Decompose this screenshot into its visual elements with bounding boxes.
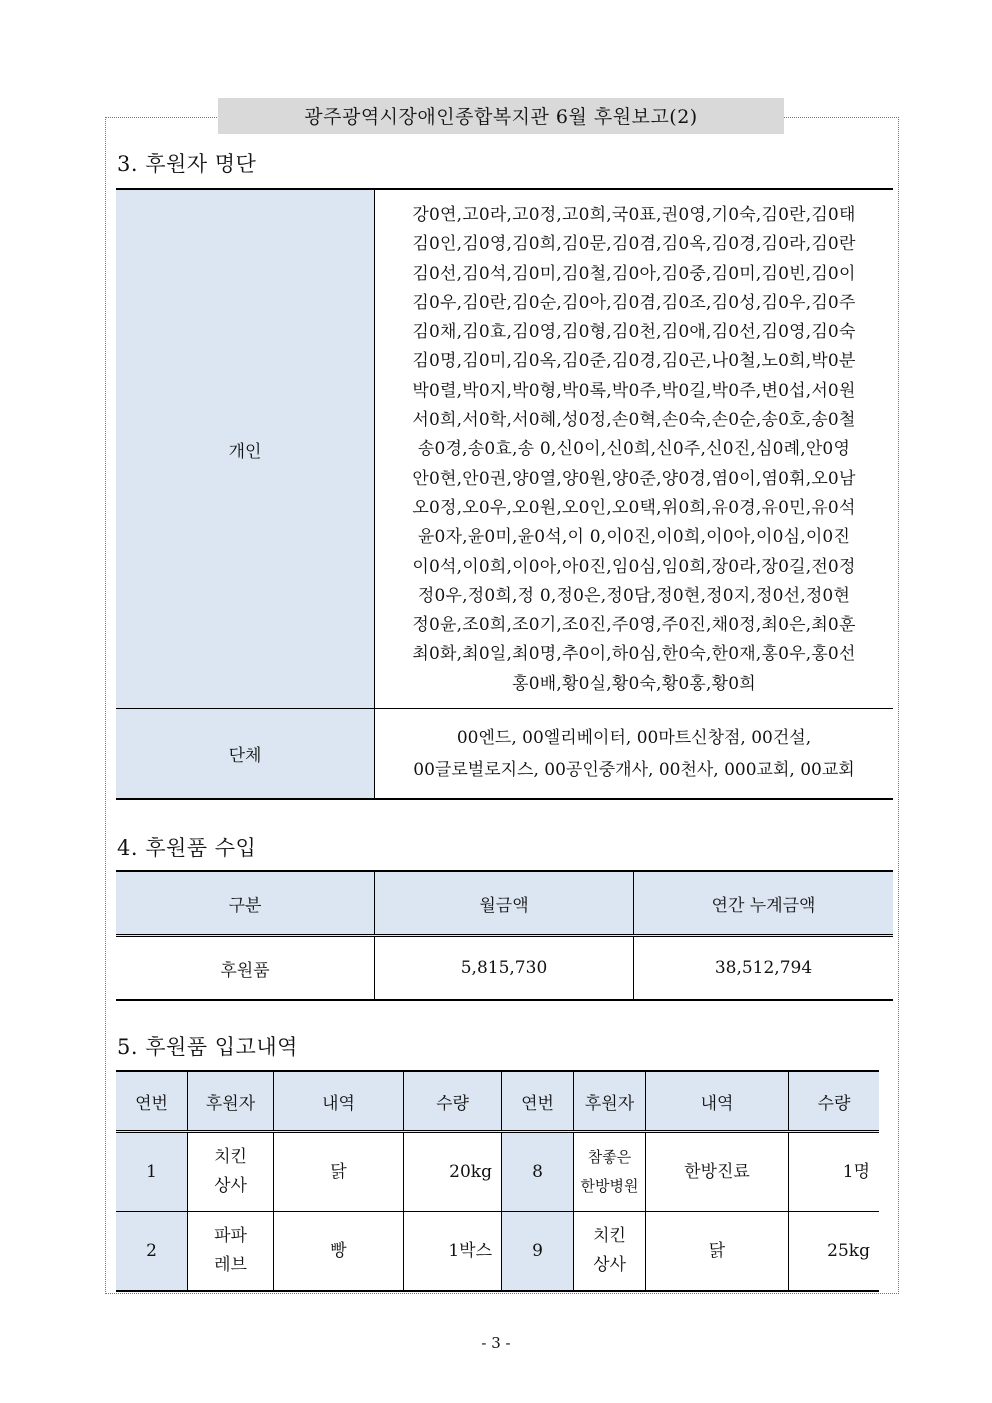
cell-qty: 20kg: [404, 1132, 502, 1212]
donor-line: 김0채,김0효,김0영,김0형,김0천,김0애,김0선,김0영,김0숙: [412, 322, 856, 343]
donor-line: 정0우,정0희,정 0,정0은,정0담,정0현,정0지,정0선,정0현: [417, 585, 851, 606]
donor-line: 박0렬,박0지,박0형,박0록,박0주,박0길,박0주,변0섭,서0원: [412, 380, 856, 401]
donor-line: 정0윤,조0희,조0기,조0진,주0영,주0진,채0정,최0은,최0훈: [412, 615, 856, 636]
donor-line: 안0현,안0권,양0열,양0원,양0준,양0경,염0이,염0휘,오0남: [412, 468, 856, 489]
group-label: 단체: [116, 709, 375, 800]
cell-item: 한방진료: [646, 1132, 789, 1212]
donor-list-table: [116, 188, 893, 800]
donor-line: 송0경,송0효,송 0,신0이,신0희,신0주,신0진,심0례,안0영: [417, 439, 851, 460]
header-qty-1: 수량: [404, 1071, 502, 1132]
header-monthly: 월금액: [375, 871, 634, 936]
cell-no: 8: [502, 1132, 574, 1212]
cell-item: 닭: [646, 1212, 789, 1292]
header-annual: 연간 누계금액: [634, 871, 894, 936]
table-header-row: [116, 1071, 879, 1132]
goods-receipt-table: [116, 1070, 879, 1292]
cell-category: 후원품: [116, 936, 375, 1001]
header-item-1: 내역: [274, 1071, 404, 1132]
cell-item: 빵: [274, 1212, 404, 1292]
header-donor-2: 후원자: [574, 1071, 646, 1132]
group-row: [116, 709, 893, 800]
donor-line: 00엔드, 00엘리베이터, 00마트신창점, 00건설,: [456, 727, 812, 748]
individual-row: [116, 189, 893, 709]
cell-qty: 1박스: [404, 1212, 502, 1292]
section4-title: 4. 후원품 수입: [117, 836, 257, 860]
table-header-row: [116, 871, 893, 936]
cell-donor: 참좋은 한방병원: [574, 1132, 646, 1212]
header-donor-1: 후원자: [188, 1071, 274, 1132]
section3-title: 3. 후원자 명단: [117, 152, 257, 176]
cell-qty: 25kg: [789, 1212, 880, 1292]
cell-item: 닭: [274, 1132, 404, 1212]
table-row: [116, 1212, 879, 1292]
table-row: [116, 1132, 879, 1212]
donor-line: 홍0배,황0실,황0숙,황0홍,황0희: [512, 673, 756, 694]
individual-names-list: [375, 199, 893, 699]
report-title: 광주광역시장애인종합복지관 6월 후원보고(2): [218, 98, 784, 134]
donor-line: 서0희,서0학,서0혜,성0정,손0혁,손0숙,손0순,송0호,송0철: [412, 410, 856, 431]
group-names: [375, 709, 894, 800]
cell-donor: 치킨 상사: [188, 1132, 274, 1212]
header-category: 구분: [116, 871, 375, 936]
page-number: - 3 -: [481, 1334, 511, 1352]
cell-donor: 파파 레브: [188, 1212, 274, 1292]
donor-line: 김0선,김0석,김0미,김0철,김0아,김0중,김0미,김0빈,김0이: [412, 263, 856, 284]
donor-line: 이0석,이0희,이0아,아0진,임0심,임0희,장0라,장0길,전0정: [412, 556, 856, 577]
individual-names: [375, 189, 894, 709]
donor-line: 윤0자,윤0미,윤0석,이 0,이0진,이0희,이0아,이0심,이0진: [417, 527, 851, 548]
table-row: [116, 936, 893, 1001]
cell-no: 1: [116, 1132, 188, 1212]
header-no-2: 연번: [502, 1071, 574, 1132]
donor-line: 김0명,김0미,김0옥,김0준,김0경,김0곤,나0철,노0희,박0분: [412, 351, 856, 372]
donor-line: 강0연,고0라,고0정,고0희,국0표,권0영,기0숙,김0란,김0태: [412, 204, 856, 225]
cell-monthly: 5,815,730: [375, 936, 634, 1001]
group-names-list: [375, 722, 893, 786]
header-no-1: 연번: [116, 1071, 188, 1132]
cell-donor: 치킨 상사: [574, 1212, 646, 1292]
cell-no: 2: [116, 1212, 188, 1292]
header-qty-2: 수량: [789, 1071, 880, 1132]
section5-title: 5. 후원품 입고내역: [117, 1035, 298, 1059]
cell-no: 9: [502, 1212, 574, 1292]
cell-annual: 38,512,794: [634, 936, 894, 1001]
donor-line: 최0화,최0일,최0명,추0이,하0심,한0숙,한0재,홍0우,홍0선: [412, 644, 856, 665]
cell-qty: 1명: [789, 1132, 880, 1212]
donor-line: 00글로벌로지스, 00공인중개사, 00천사, 000교회, 00교회: [413, 759, 855, 780]
donor-line: 김0우,김0란,김0순,김0아,김0겸,김0조,김0성,김0우,김0주: [412, 292, 856, 313]
donor-line: 김0인,김0영,김0희,김0문,김0겸,김0옥,김0경,김0라,김0란: [412, 234, 856, 255]
goods-income-table: [116, 870, 893, 1001]
header-item-2: 내역: [646, 1071, 789, 1132]
donor-line: 오0정,오0우,오0원,오0인,오0택,위0희,유0경,유0민,유0석: [412, 497, 856, 518]
individual-label: 개인: [116, 189, 375, 709]
